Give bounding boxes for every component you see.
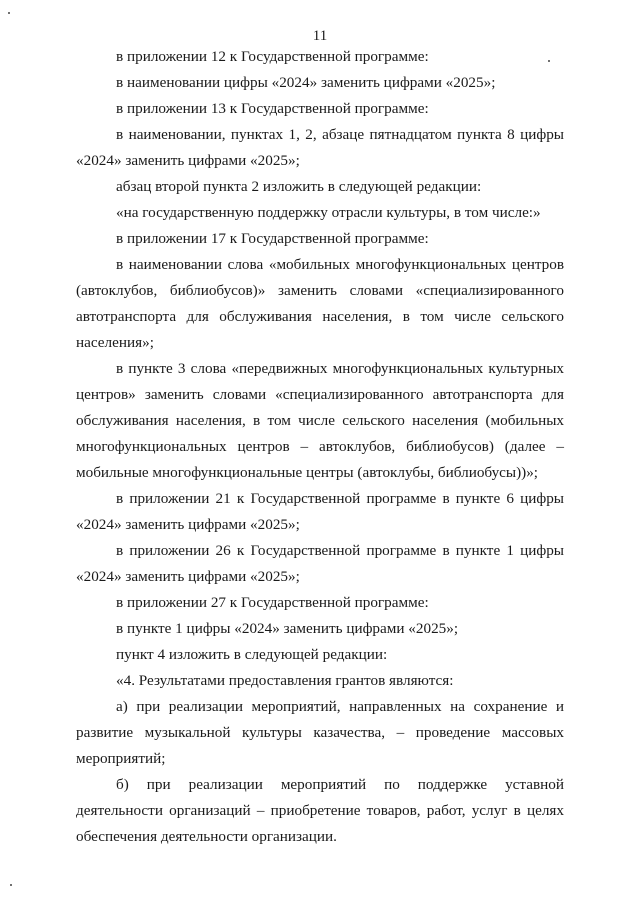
- scan-dot-right: [548, 60, 550, 62]
- paragraph-7: в приложении 17 к Государственной программе:: [116, 230, 429, 247]
- paragraph-1: в приложении 12 к Государственной программе:: [116, 48, 429, 65]
- paragraph-5: абзац второй пункта 2 изложить в следующей редакции:: [116, 178, 482, 195]
- paragraph-2: в наименовании цифры «2024» заменить цифрами «2025»;: [116, 74, 496, 91]
- paragraph-6: «на государственную поддержку отрасли культуры, в том числе:»: [116, 204, 541, 221]
- paragraph-4: в наименовании, пунктах 1, 2, абзаце пятнадцатом пункта 8 цифры «2024» заменить цифрами «2025»;: [76, 126, 564, 169]
- paragraph-9: в пункте 3 слова «передвижных многофункциональных культурных центров» заменить словами «специализированного автотранспорта для обслуживания населения, в том числе сельского населения (мобильных многофункциональных центров – автоклубов, библиобусов) (далее – мобильные многофункциональные центры (автоклубы, библиобусы))»;: [76, 360, 564, 481]
- paragraph-14: пункт 4 изложить в следующей редакции:: [116, 646, 388, 663]
- paragraph-13: в пункте 1 цифры «2024» заменить цифрами «2025»;: [116, 620, 459, 637]
- document-body: [76, 44, 564, 850]
- paragraph-3: в приложении 13 к Государственной программе:: [116, 100, 429, 117]
- paragraph-15: «4. Результатами предоставления грантов являются:: [116, 672, 454, 689]
- paragraph-10: в приложении 21 к Государственной программе в пункте 6 цифры «2024» заменить цифрами «2025»;: [76, 490, 564, 533]
- paragraph-12: в приложении 27 к Государственной программе:: [116, 594, 429, 611]
- scan-dot-top-left: [8, 12, 10, 14]
- paragraph-17: б) при реализации мероприятий по поддержке уставной деятельности организаций – приобретение товаров, работ, услуг в целях обеспечения деятельности организации.: [76, 776, 564, 845]
- paragraph-11: в приложении 26 к Государственной программе в пункте 1 цифры «2024» заменить цифрами «2025»;: [76, 542, 564, 585]
- paragraph-16: а) при реализации мероприятий, направленных на сохранение и развитие музыкальной культуры казачества, – проведение массовых мероприятий;: [76, 698, 564, 767]
- scan-dot-left: [10, 884, 12, 886]
- page-number: 11: [312, 28, 328, 44]
- paragraph-8: в наименовании слова «мобильных многофункциональных центров (автоклубов, библиобусов)» заменить словами «специализированного автотранспорта для обслуживания населения, в том числе сельского населения»;: [76, 256, 564, 351]
